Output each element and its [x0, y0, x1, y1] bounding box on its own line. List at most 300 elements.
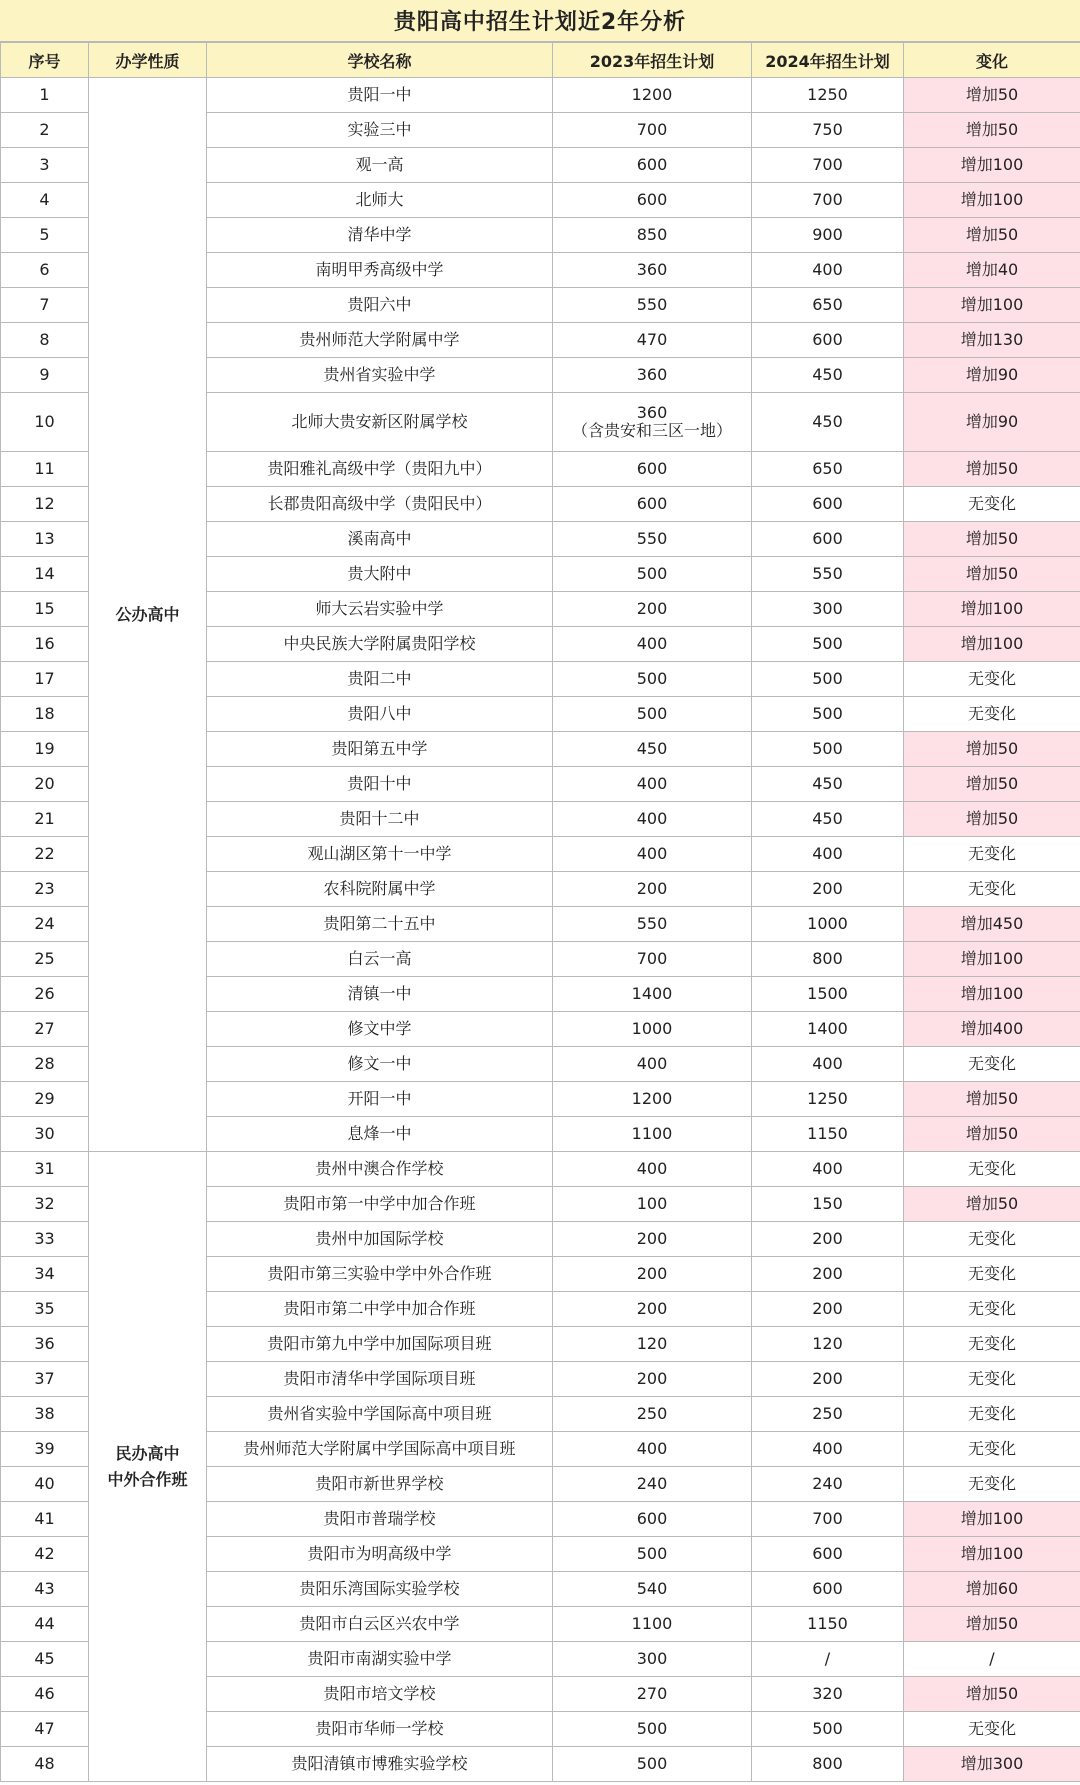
- plan-2023: [553, 393, 752, 452]
- row-index: 34: [1, 1257, 89, 1292]
- row-index: 36: [1, 1327, 89, 1362]
- change-value: 增加50: [904, 1607, 1080, 1642]
- school-name: 贵阳市培文学校: [207, 1677, 553, 1712]
- plan-2023-value: 500: [636, 1719, 668, 1738]
- plan-2024: 1400: [752, 1012, 904, 1047]
- plan-2023: [553, 592, 752, 627]
- plan-2023-value: 300: [636, 1649, 668, 1668]
- plan-2023: [553, 487, 752, 522]
- school-name: 清镇一中: [207, 977, 553, 1012]
- plan-2024: 550: [752, 557, 904, 592]
- row-index: 42: [1, 1537, 89, 1572]
- school-name: 修文一中: [207, 1047, 553, 1082]
- school-name: 师大云岩实验中学: [207, 592, 553, 627]
- school-name: 贵州中加国际学校: [207, 1222, 553, 1257]
- row-index: 7: [1, 288, 89, 323]
- row-index: 3: [1, 148, 89, 183]
- plan-2023: [553, 942, 752, 977]
- plan-2023: [553, 732, 752, 767]
- school-name: 贵阳市为明高级中学: [207, 1537, 553, 1572]
- plan-2023-value: 470: [636, 330, 668, 349]
- school-type-label: 民办高中: [115, 1443, 180, 1463]
- change-value: 增加60: [904, 1572, 1080, 1607]
- school-name: 贵州省实验中学: [207, 358, 553, 393]
- school-type-cell: [89, 1152, 207, 1782]
- row-index: 8: [1, 323, 89, 358]
- plan-2023-value: 600: [636, 190, 668, 209]
- plan-2023: [553, 358, 752, 393]
- school-name: 溪南高中: [207, 522, 553, 557]
- plan-2023: [553, 452, 752, 487]
- school-name: 贵阳市第九中学中加国际项目班: [207, 1327, 553, 1362]
- plan-2023: [553, 1537, 752, 1572]
- row-index: 45: [1, 1642, 89, 1677]
- plan-2023: [553, 662, 752, 697]
- change-value: 增加50: [904, 1187, 1080, 1222]
- plan-2023: [553, 907, 752, 942]
- plan-2024: 150: [752, 1187, 904, 1222]
- plan-2024: 200: [752, 1222, 904, 1257]
- plan-2023-value: 120: [636, 1334, 668, 1353]
- plan-2024: 700: [752, 148, 904, 183]
- school-name: 贵阳市普瑞学校: [207, 1502, 553, 1537]
- row-index: 6: [1, 253, 89, 288]
- change-value: 增加40: [904, 253, 1080, 288]
- plan-2023-value: 1200: [631, 85, 673, 104]
- change-value: 增加50: [904, 1677, 1080, 1712]
- change-value: 增加100: [904, 148, 1080, 183]
- row-index: 41: [1, 1502, 89, 1537]
- row-index: 25: [1, 942, 89, 977]
- school-name: 贵阳雅礼高级中学（贵阳九中）: [207, 452, 553, 487]
- change-value: 增加100: [904, 977, 1080, 1012]
- plan-2024: 450: [752, 802, 904, 837]
- plan-2023-value: 1100: [631, 1614, 673, 1633]
- plan-2023-value: 500: [636, 669, 668, 688]
- header-school-type: 办学性质: [89, 43, 207, 78]
- school-name: 贵大附中: [207, 557, 553, 592]
- plan-2023-value: 360: [636, 260, 668, 279]
- plan-2023-value: 600: [636, 459, 668, 478]
- plan-2023-value: 100: [636, 1194, 668, 1213]
- plan-2023-note: （含贵安和三区一地）: [571, 421, 732, 440]
- row-index: 16: [1, 627, 89, 662]
- row-index: 29: [1, 1082, 89, 1117]
- change-value: 增加100: [904, 183, 1080, 218]
- school-name: 贵阳市第一中学中加合作班: [207, 1187, 553, 1222]
- school-name: 开阳一中: [207, 1082, 553, 1117]
- plan-2024: 450: [752, 393, 904, 452]
- plan-2024: 800: [752, 1747, 904, 1782]
- school-name: 北师大: [207, 183, 553, 218]
- school-name: 贵阳十中: [207, 767, 553, 802]
- plan-2024: 250: [752, 1397, 904, 1432]
- plan-2023: [553, 1082, 752, 1117]
- plan-2023: [553, 1257, 752, 1292]
- plan-2023-value: 600: [636, 1509, 668, 1528]
- plan-2024: 200: [752, 1362, 904, 1397]
- row-index: 20: [1, 767, 89, 802]
- header-2023-plan: 2023年招生计划: [553, 43, 752, 78]
- change-value: 增加50: [904, 732, 1080, 767]
- plan-2023: [553, 627, 752, 662]
- change-value: 增加100: [904, 627, 1080, 662]
- plan-2023-value: 200: [636, 1299, 668, 1318]
- school-type-label: 公办高中: [115, 604, 180, 624]
- plan-2023-value: 550: [636, 529, 668, 548]
- row-index: 18: [1, 697, 89, 732]
- plan-2023-value: 600: [636, 494, 668, 513]
- school-type-label: 中外合作班: [107, 1469, 188, 1489]
- school-name: 修文中学: [207, 1012, 553, 1047]
- change-value: 无变化: [904, 1432, 1080, 1467]
- plan-2023: [553, 1712, 752, 1747]
- change-value: 增加50: [904, 767, 1080, 802]
- plan-2024: 600: [752, 487, 904, 522]
- plan-2024: 200: [752, 872, 904, 907]
- plan-2024: 1150: [752, 1607, 904, 1642]
- row-index: 32: [1, 1187, 89, 1222]
- change-value: 增加400: [904, 1012, 1080, 1047]
- school-name: 贵阳市新世界学校: [207, 1467, 553, 1502]
- plan-2023: [553, 288, 752, 323]
- plan-2023-value: 600: [636, 155, 668, 174]
- change-value: 无变化: [904, 1397, 1080, 1432]
- row-index: 14: [1, 557, 89, 592]
- change-value: 无变化: [904, 662, 1080, 697]
- change-value: 增加90: [904, 358, 1080, 393]
- plan-2023: [553, 113, 752, 148]
- row-index: 24: [1, 907, 89, 942]
- plan-2024: 400: [752, 1047, 904, 1082]
- school-name: 贵阳市第三实验中学中外合作班: [207, 1257, 553, 1292]
- plan-2023-value: 400: [636, 774, 668, 793]
- plan-2023-value: 200: [636, 1369, 668, 1388]
- plan-2023-value: 250: [636, 1404, 668, 1423]
- row-index: 37: [1, 1362, 89, 1397]
- plan-2024: 600: [752, 522, 904, 557]
- plan-2023: [553, 1117, 752, 1152]
- plan-2023-value: 270: [636, 1684, 668, 1703]
- school-name: 贵阳第五中学: [207, 732, 553, 767]
- row-index: 1: [1, 78, 89, 113]
- change-value: 增加50: [904, 113, 1080, 148]
- school-name: 长郡贵阳高级中学（贵阳民中）: [207, 487, 553, 522]
- plan-2023: [553, 522, 752, 557]
- plan-2023-value: 500: [636, 1754, 668, 1773]
- plan-2023: [553, 1222, 752, 1257]
- change-value: 无变化: [904, 1467, 1080, 1502]
- change-value: 无变化: [904, 872, 1080, 907]
- row-index: 17: [1, 662, 89, 697]
- school-name: 贵阳第二十五中: [207, 907, 553, 942]
- plan-2023: [553, 78, 752, 113]
- row-index: 33: [1, 1222, 89, 1257]
- change-value: 无变化: [904, 1327, 1080, 1362]
- school-name: 贵阳一中: [207, 78, 553, 113]
- plan-2023-value: 240: [636, 1474, 668, 1493]
- row-index: 5: [1, 218, 89, 253]
- school-type-cell: [89, 78, 207, 1152]
- plan-2023: [553, 802, 752, 837]
- header-change: 变化: [904, 43, 1080, 78]
- plan-2023: [553, 1012, 752, 1047]
- plan-2023: [553, 1677, 752, 1712]
- school-name: 贵阳市清华中学国际项目班: [207, 1362, 553, 1397]
- row-index: 31: [1, 1152, 89, 1187]
- header-2024-plan: 2024年招生计划: [752, 43, 904, 78]
- plan-2023-value: 400: [636, 809, 668, 828]
- plan-2024: 500: [752, 1712, 904, 1747]
- school-name: 贵阳市华师一学校: [207, 1712, 553, 1747]
- change-value: 增加450: [904, 907, 1080, 942]
- school-name: 贵州中澳合作学校: [207, 1152, 553, 1187]
- plan-2023-value: 1100: [631, 1124, 673, 1143]
- row-index: 12: [1, 487, 89, 522]
- change-value: 增加50: [904, 452, 1080, 487]
- change-value: 无变化: [904, 1222, 1080, 1257]
- plan-2023-value: 200: [636, 879, 668, 898]
- plan-2024: 700: [752, 183, 904, 218]
- school-name: 农科院附属中学: [207, 872, 553, 907]
- plan-2023: [553, 183, 752, 218]
- plan-2024: 500: [752, 697, 904, 732]
- row-index: 19: [1, 732, 89, 767]
- plan-2024: 700: [752, 1502, 904, 1537]
- plan-2023-value: 400: [636, 634, 668, 653]
- plan-2023: [553, 1327, 752, 1362]
- row-index: 48: [1, 1747, 89, 1782]
- plan-2024: 400: [752, 837, 904, 872]
- plan-2024: 120: [752, 1327, 904, 1362]
- plan-2024: 1150: [752, 1117, 904, 1152]
- plan-2023: [553, 837, 752, 872]
- change-value: 增加100: [904, 1502, 1080, 1537]
- plan-2023-value: 700: [636, 949, 668, 968]
- plan-2024: /: [752, 1642, 904, 1677]
- plan-2024: 500: [752, 662, 904, 697]
- row-index: 35: [1, 1292, 89, 1327]
- school-name: 实验三中: [207, 113, 553, 148]
- plan-2024: 1000: [752, 907, 904, 942]
- plan-2023: [553, 872, 752, 907]
- row-index: 27: [1, 1012, 89, 1047]
- plan-2024: 200: [752, 1257, 904, 1292]
- change-value: 增加100: [904, 1537, 1080, 1572]
- school-name: 贵阳十二中: [207, 802, 553, 837]
- plan-2023-value: 360: [636, 403, 668, 422]
- row-index: 21: [1, 802, 89, 837]
- plan-2023-value: 360: [636, 365, 668, 384]
- plan-2023-value: 1000: [631, 1019, 673, 1038]
- plan-2024: 240: [752, 1467, 904, 1502]
- plan-2023: [553, 1397, 752, 1432]
- row-index: 46: [1, 1677, 89, 1712]
- row-index: 10: [1, 393, 89, 452]
- school-name: 贵州师范大学附属中学国际高中项目班: [207, 1432, 553, 1467]
- plan-2023: [553, 977, 752, 1012]
- school-name: 北师大贵安新区附属学校: [207, 393, 553, 452]
- plan-2024: 400: [752, 1152, 904, 1187]
- table-title: 贵阳高中招生计划近2年分析: [0, 0, 1080, 42]
- change-value: 无变化: [904, 1257, 1080, 1292]
- row-index: 39: [1, 1432, 89, 1467]
- row-index: 28: [1, 1047, 89, 1082]
- plan-2023-value: 1200: [631, 1089, 673, 1108]
- plan-2024: 500: [752, 627, 904, 662]
- school-name: 白云一高: [207, 942, 553, 977]
- school-name: 贵阳乐湾国际实验学校: [207, 1572, 553, 1607]
- row-index: 47: [1, 1712, 89, 1747]
- plan-2023-value: 200: [636, 1229, 668, 1248]
- change-value: 增加50: [904, 557, 1080, 592]
- change-value: 增加300: [904, 1747, 1080, 1782]
- school-name: 贵阳六中: [207, 288, 553, 323]
- row-index: 9: [1, 358, 89, 393]
- plan-2023-value: 450: [636, 739, 668, 758]
- plan-2023: [553, 1502, 752, 1537]
- school-name: 贵阳清镇市博雅实验学校: [207, 1747, 553, 1782]
- plan-2023: [553, 1572, 752, 1607]
- plan-2023: [553, 1362, 752, 1397]
- change-value: 增加50: [904, 1117, 1080, 1152]
- plan-2023-value: 500: [636, 564, 668, 583]
- plan-2023-value: 400: [636, 1054, 668, 1073]
- school-name: 中央民族大学附属贵阳学校: [207, 627, 553, 662]
- plan-2024: 500: [752, 732, 904, 767]
- plan-2024: 320: [752, 1677, 904, 1712]
- row-index: 11: [1, 452, 89, 487]
- change-value: 增加50: [904, 78, 1080, 113]
- plan-2023: [553, 1642, 752, 1677]
- change-value: 增加130: [904, 323, 1080, 358]
- row-index: 30: [1, 1117, 89, 1152]
- change-value: 无变化: [904, 1047, 1080, 1082]
- plan-2023-value: 500: [636, 1544, 668, 1563]
- header-row: [1, 43, 1080, 78]
- plan-2024: 400: [752, 1432, 904, 1467]
- plan-2024: 650: [752, 452, 904, 487]
- plan-2024: 1250: [752, 78, 904, 113]
- change-value: 无变化: [904, 837, 1080, 872]
- change-value: 增加50: [904, 1082, 1080, 1117]
- change-value: 增加50: [904, 218, 1080, 253]
- change-value: 增加100: [904, 592, 1080, 627]
- row-index: 2: [1, 113, 89, 148]
- change-value: 无变化: [904, 1362, 1080, 1397]
- plan-2023: [553, 1292, 752, 1327]
- plan-2024: 1500: [752, 977, 904, 1012]
- change-value: /: [904, 1642, 1080, 1677]
- plan-2023-value: 540: [636, 1579, 668, 1598]
- plan-2024: 650: [752, 288, 904, 323]
- row-index: 15: [1, 592, 89, 627]
- plan-2023: [553, 697, 752, 732]
- plan-2024: 200: [752, 1292, 904, 1327]
- plan-2024: 300: [752, 592, 904, 627]
- plan-2023: [553, 253, 752, 288]
- plan-2023-value: 400: [636, 1439, 668, 1458]
- table-row: [1, 1152, 1080, 1187]
- table-body: [1, 78, 1080, 1782]
- plan-2024: 600: [752, 1537, 904, 1572]
- school-name: 贵阳八中: [207, 697, 553, 732]
- plan-2023: [553, 1747, 752, 1782]
- row-index: 38: [1, 1397, 89, 1432]
- change-value: 增加50: [904, 802, 1080, 837]
- change-value: 无变化: [904, 697, 1080, 732]
- school-name: 贵阳二中: [207, 662, 553, 697]
- plan-2023-value: 700: [636, 120, 668, 139]
- row-index: 23: [1, 872, 89, 907]
- plan-2023-value: 550: [636, 295, 668, 314]
- plan-2024: 400: [752, 253, 904, 288]
- plan-2024: 600: [752, 323, 904, 358]
- school-name: 贵阳市南湖实验中学: [207, 1642, 553, 1677]
- school-name: 南明甲秀高级中学: [207, 253, 553, 288]
- row-index: 40: [1, 1467, 89, 1502]
- plan-2023: [553, 1187, 752, 1222]
- table-row: [1, 78, 1080, 113]
- change-value: 无变化: [904, 1292, 1080, 1327]
- plan-2024: 450: [752, 358, 904, 393]
- row-index: 4: [1, 183, 89, 218]
- plan-2023: [553, 1152, 752, 1187]
- school-name: 贵阳市第二中学中加合作班: [207, 1292, 553, 1327]
- row-index: 26: [1, 977, 89, 1012]
- school-name: 贵州师范大学附属中学: [207, 323, 553, 358]
- plan-2023: [553, 1432, 752, 1467]
- row-index: 22: [1, 837, 89, 872]
- change-value: 增加100: [904, 288, 1080, 323]
- plan-2024: 600: [752, 1572, 904, 1607]
- plan-2024: 1250: [752, 1082, 904, 1117]
- row-index: 44: [1, 1607, 89, 1642]
- school-name: 贵州省实验中学国际高中项目班: [207, 1397, 553, 1432]
- plan-2024: 900: [752, 218, 904, 253]
- plan-2023-value: 200: [636, 1264, 668, 1283]
- plan-2023: [553, 1607, 752, 1642]
- header-school-name: 学校名称: [207, 43, 553, 78]
- plan-2023: [553, 557, 752, 592]
- change-value: 增加100: [904, 942, 1080, 977]
- school-name: 观一高: [207, 148, 553, 183]
- plan-2023: [553, 767, 752, 802]
- plan-2023-value: 850: [636, 225, 668, 244]
- school-name: 清华中学: [207, 218, 553, 253]
- school-name: 观山湖区第十一中学: [207, 837, 553, 872]
- header-index: 序号: [1, 43, 89, 78]
- change-value: 无变化: [904, 1712, 1080, 1747]
- school-name: 贵阳市白云区兴农中学: [207, 1607, 553, 1642]
- school-name: 息烽一中: [207, 1117, 553, 1152]
- enrollment-table: [0, 42, 1080, 1782]
- plan-2023: [553, 1467, 752, 1502]
- plan-2023: [553, 1047, 752, 1082]
- row-index: 13: [1, 522, 89, 557]
- change-value: 增加50: [904, 522, 1080, 557]
- plan-2023-value: 1400: [631, 984, 673, 1003]
- plan-2024: 800: [752, 942, 904, 977]
- plan-2024: 750: [752, 113, 904, 148]
- plan-2024: 450: [752, 767, 904, 802]
- plan-2023-value: 400: [636, 844, 668, 863]
- plan-2023-value: 550: [636, 914, 668, 933]
- change-value: 增加90: [904, 393, 1080, 452]
- plan-2023: [553, 148, 752, 183]
- plan-2023-value: 500: [636, 704, 668, 723]
- plan-2023: [553, 218, 752, 253]
